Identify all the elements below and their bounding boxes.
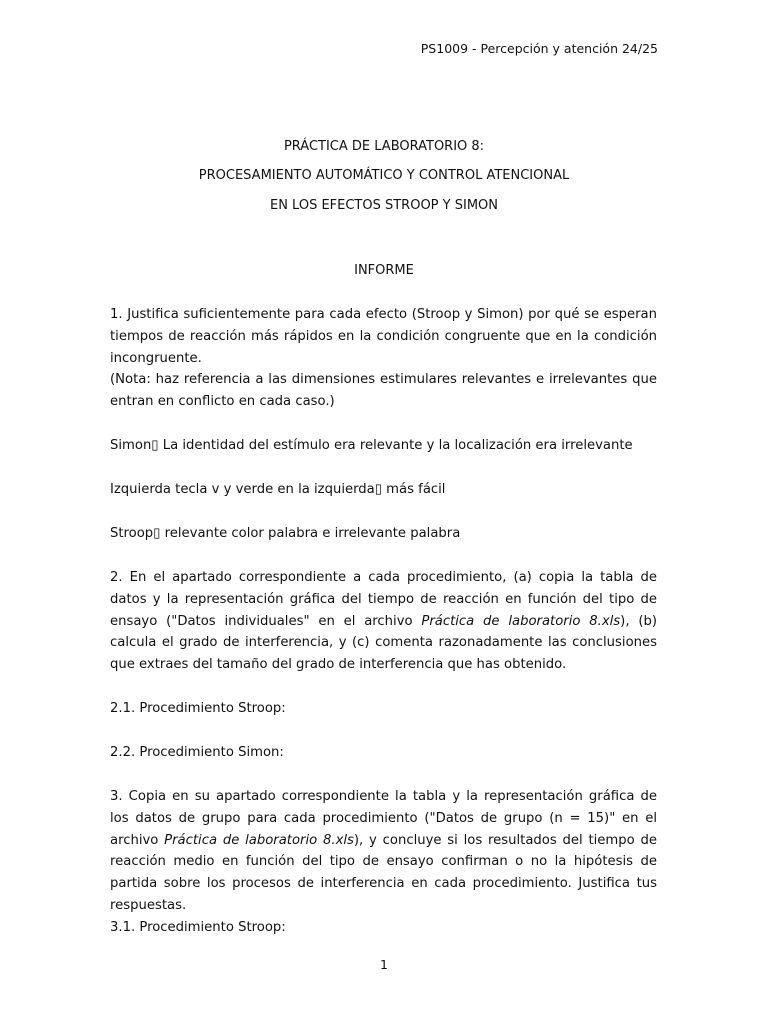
question-3-file: Práctica de laboratorio 8.xls <box>164 832 354 848</box>
question-2-part1: 2. En el apartado correspondiente a cada procedimiento, (a) copia la tabla de datos y la representación gráfica del tiempo de reacción en función del tipo de ensayo ("Datos individuales" en el archivo <box>110 570 657 629</box>
question-3 <box>110 786 657 917</box>
page-header: PS1009 - Percepción y atención 24/25 <box>420 41 658 56</box>
section-2-2: 2.2. Procedimiento Simon: <box>110 745 284 760</box>
question-2-file: Práctica de laboratorio 8.xls <box>421 613 621 629</box>
question-2-part2: ), (b) calcula el grado de interferencia, y (c) comenta razonadamente las conclusiones que extraes del tamaño del grado de interferencia que has obtenido. <box>110 613 657 673</box>
answer-simon: Simon▯ La identidad del estímulo era relevante y la localización era irrelevante <box>110 438 633 453</box>
question-1-note: (Nota: haz referencia a las dimensiones estimulares relevantes e irrelevantes que entran en conflicto en cada caso.) <box>110 372 657 410</box>
title-line-3: EN LOS EFECTOS STROOP Y SIMON <box>269 198 498 213</box>
question-1 <box>110 304 657 413</box>
question-2 <box>110 567 657 676</box>
title-line-1: PRÁCTICA DE LABORATORIO 8: <box>283 139 485 154</box>
answer-stroop: Stroop▯ relevante color palabra e irrelevante palabra <box>110 526 461 541</box>
section-2-1: 2.1. Procedimiento Stroop: <box>110 701 286 716</box>
page-number: 1 <box>380 957 388 972</box>
section-3-1: 3.1. Procedimiento Stroop: <box>110 920 286 935</box>
informe-heading: INFORME <box>354 263 414 278</box>
question-3-part1: 3. Copia en su apartado correspondiente la tabla y la representación gráfica de los datos de grupo para cada procedimiento ("Datos de grupo (n = 15)" en el archivo <box>110 789 657 848</box>
answer-izquierda: Izquierda tecla v y verde en la izquierda▯ más fácil <box>110 482 446 497</box>
question-1-text: 1. Justifica suficientemente para cada efecto (Stroop y Simon) por qué se esperan tiempos de reacción más rápidos en la condición congruente que en la condición incongruente. <box>110 307 657 366</box>
title-line-2: PROCESAMIENTO AUTOMÁTICO Y CONTROL ATENCIONAL <box>198 168 570 183</box>
question-3-part2: ), y concluye si los resultados del tiempo de reacción medio en función del tipo de ensayo confirman o no la hipótesis de partida sobre los procesos de interferencia en cada procedimiento. Justifica tus respuestas. <box>110 832 657 913</box>
